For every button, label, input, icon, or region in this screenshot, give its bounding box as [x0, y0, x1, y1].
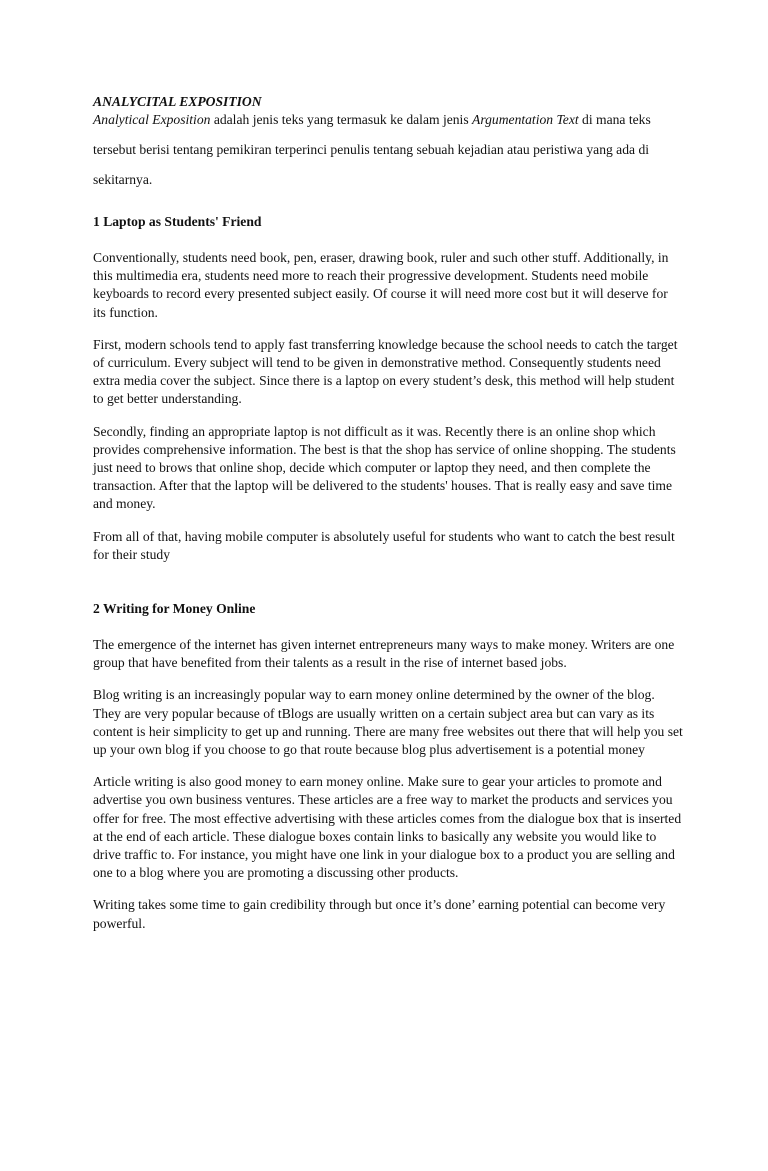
intro-paragraph: [93, 105, 683, 195]
section2-paragraph-2: Blog writing is an increasingly popular way to earn money online determined by the owner of the blog. They are very popular because of tBlogs are usually written on a certain subject area but can vary as its content is heir simplicity to get up and running. There are many free websites out there that will help you set up your own blog if you choose to go that route because blog plus advertisement is a potential money: [93, 687, 683, 758]
section1-paragraph-2: First, modern schools tend to apply fast transferring knowledge because the school needs to catch the target of curriculum. Every subject will tend to be given in demonstrative method. Consequently students need extra media cover the subject. Since there is a laptop on every student’s desk, this method will help student to get better understanding.: [93, 336, 678, 407]
document-page: [93, 93, 683, 933]
intro-term: Analytical Exposition: [93, 112, 211, 127]
section2-paragraph-3: Article writing is also good money to earn money online. Make sure to gear your articles to promote and advertise you own business ventures. These articles are a free way to market the products and services you offer for free. The most effective advertising with these articles comes from the dialogue box that is inserted at the end of each article. These dialogue boxes contain links to basically any website you would like to drive traffic to. For instance, you might have one link in your dialogue box to a product you are selling and one to a blog where you are promoting a discussing other products.: [93, 774, 682, 881]
section2-paragraph-4: Writing takes some time to gain credibility through but once it’s done’ earning potential can become very powerful.: [93, 897, 666, 931]
intro-text-b: di mana teks tersebut berisi tentang pemikiran terperinci penulis tentang sebuah kejadian atau peristiwa yang ada di sekitarnya.: [93, 112, 651, 187]
section1-paragraph-1: Conventionally, students need book, pen, eraser, drawing book, ruler and such other stuff. Additionally, in this multimedia era, students need more to reach their progressive development. Students need mobile keyboards to record every presented subject easily. Of course it will need more cost but it will deserve for its function.: [93, 250, 669, 320]
section1-paragraph-3: Secondly, finding an appropriate laptop is not difficult as it was. Recently there is an online shop which provides comprehensive information. The best is that the shop has service of online shopping. The students just need to brows that online shop, decide which computer or laptop they need, and then complete the transaction. After that the laptop will be delivered to the students' houses. That is really easy and save time and money.: [93, 423, 676, 512]
intro-term2: Argumentation Text: [472, 112, 579, 127]
section1-heading: 1 Laptop as Students' Friend: [93, 214, 262, 229]
intro-text-a: adalah jenis teks yang termasuk ke dalam jenis: [210, 112, 473, 127]
document-title: ANALYCITAL EXPOSITION: [93, 94, 262, 109]
section2-paragraph-1: The emergence of the internet has given internet entrepreneurs many ways to make money. Writers are one group that have benefited from their talents as a result in the rise of internet based jobs.: [93, 637, 675, 671]
section2-heading: 2 Writing for Money Online: [93, 601, 256, 617]
section1-paragraph-4: From all of that, having mobile computer is absolutely useful for students who want to catch the best result for their study: [93, 528, 675, 562]
